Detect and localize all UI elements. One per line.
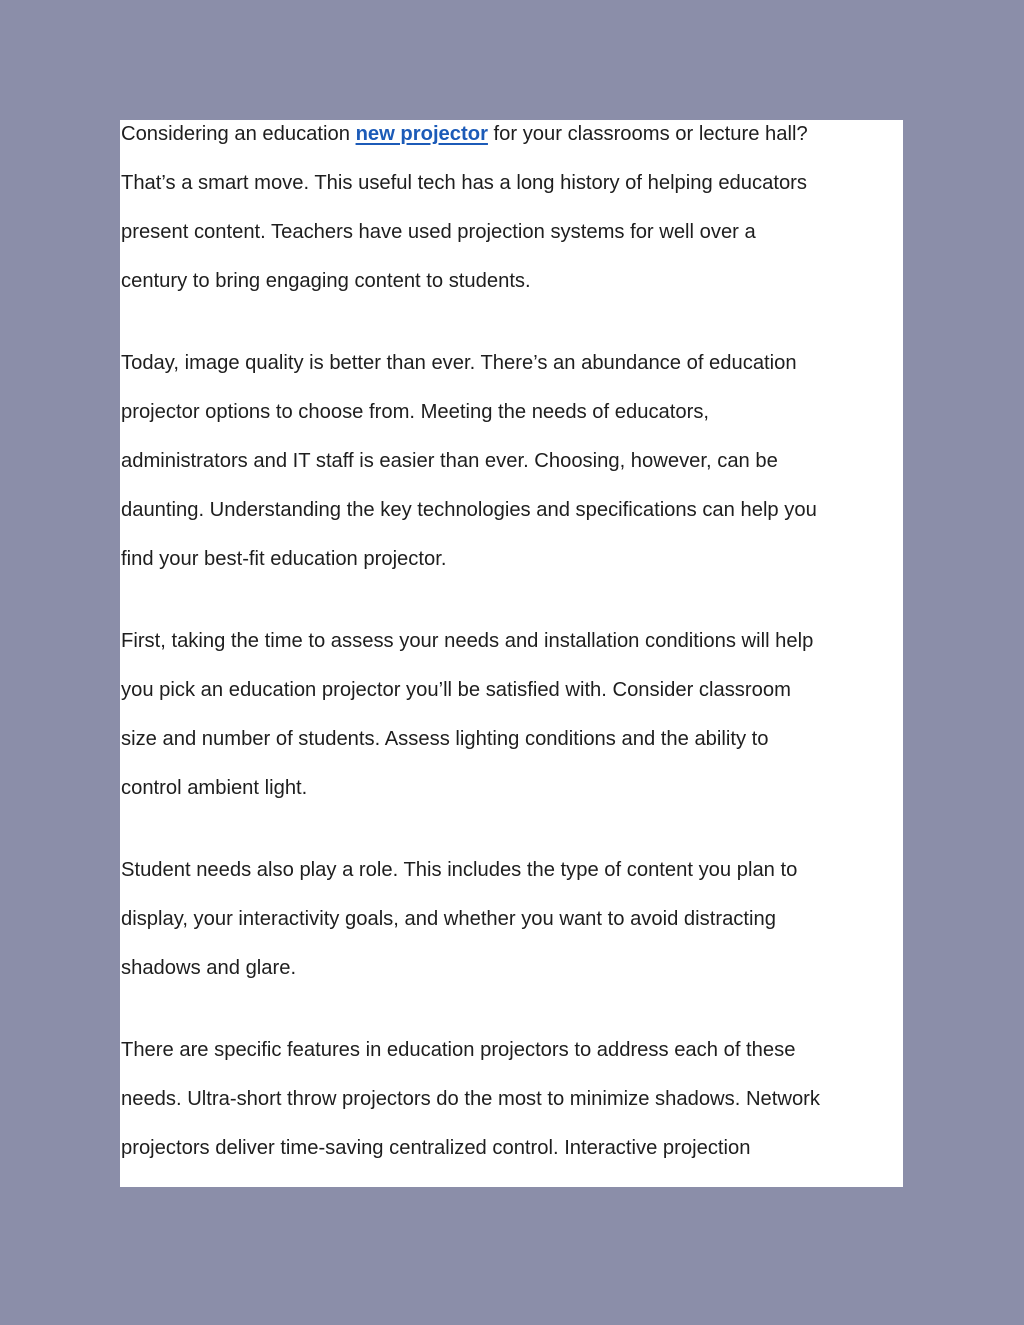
text-line: find your best-fit education projector. — [121, 548, 447, 570]
text-segment: for your classrooms or lecture hall? — [487, 123, 808, 145]
paragraph-5 — [121, 1026, 903, 1173]
text-line: present content. Teachers have used projection systems for well over a — [121, 221, 756, 243]
paragraph-1 — [121, 120, 903, 306]
paragraph-4 — [121, 846, 903, 993]
text-line: Student needs also play a role. This includes the type of content you plan to — [121, 859, 798, 881]
text-line: size and number of students. Assess lighting conditions and the ability to — [121, 728, 769, 750]
paragraph-2 — [121, 339, 903, 584]
text-line: you pick an education projector you’ll be satisfied with. Consider classroom — [121, 679, 791, 701]
text-line: projector options to choose from. Meeting the needs of educators, — [121, 401, 710, 423]
text-segment: Considering an education — [121, 123, 356, 145]
document-page — [120, 120, 903, 1187]
text-line: display, your interactivity goals, and whether you want to avoid distracting — [121, 908, 776, 930]
new-projector-link[interactable]: new projector — [355, 123, 488, 145]
text-line: projectors deliver time-saving centralized control. Interactive projection — [121, 1137, 751, 1159]
paragraph-3 — [121, 617, 903, 813]
text-line: administrators and IT staff is easier than ever. Choosing, however, can be — [121, 450, 778, 472]
text-line: shadows and glare. — [121, 957, 297, 979]
text-line: There are specific features in education projectors to address each of these — [121, 1039, 796, 1061]
text-line: That’s a smart move. This useful tech has a long history of helping educators — [121, 172, 807, 194]
text-line: First, taking the time to assess your needs and installation conditions will help — [121, 630, 814, 652]
text-line: daunting. Understanding the key technologies and specifications can help you — [121, 499, 817, 521]
text-line — [121, 120, 903, 159]
text-line: control ambient light. — [121, 777, 308, 799]
text-line: century to bring engaging content to students. — [121, 270, 531, 292]
text-line: needs. Ultra-short throw projectors do the most to minimize shadows. Network — [121, 1088, 820, 1110]
text-line: Today, image quality is better than ever. There’s an abundance of education — [121, 352, 797, 374]
